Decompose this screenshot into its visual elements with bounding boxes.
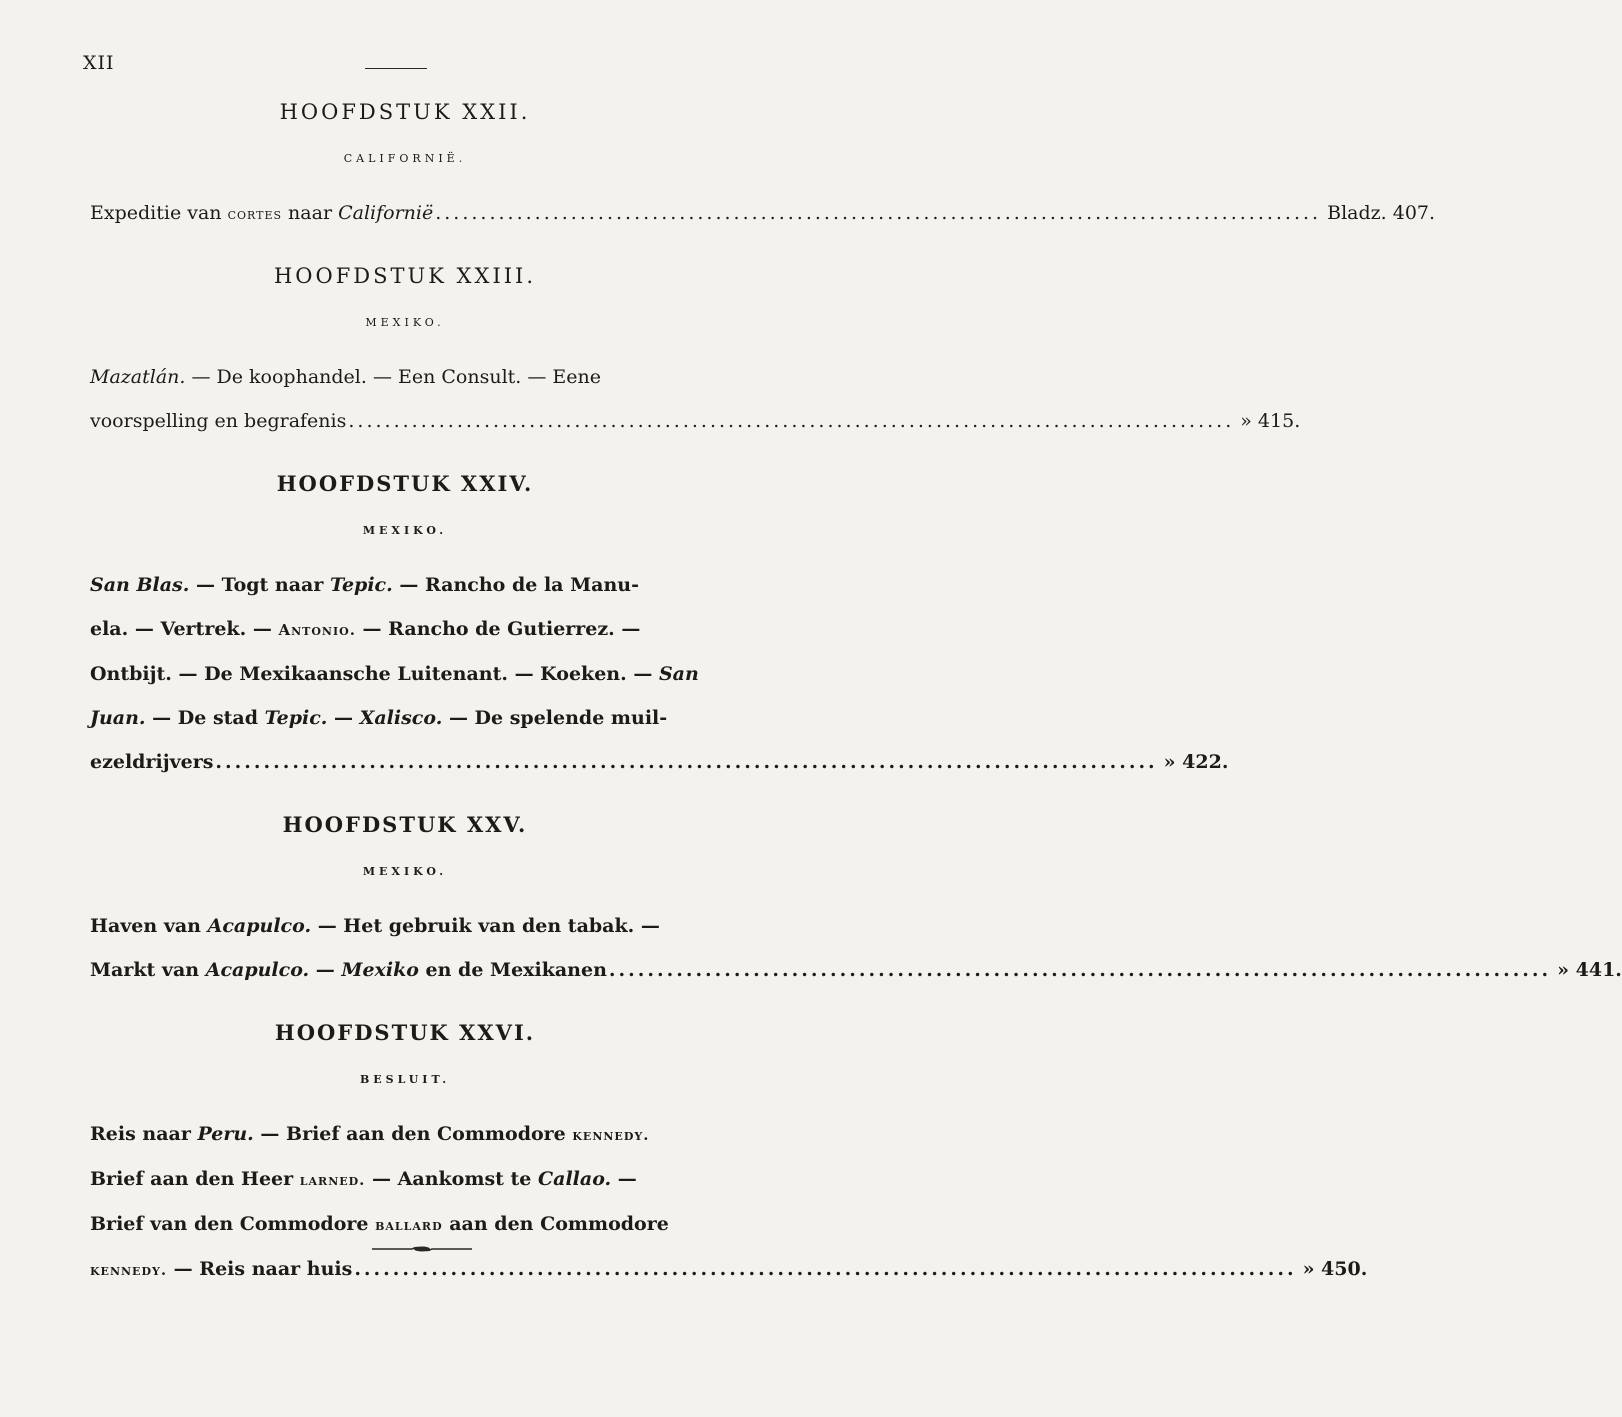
- leader-dots: ..................................................................................................: [435, 202, 1322, 224]
- place-name: Acapulco.: [205, 959, 310, 981]
- page-ref: Bladz. 407.: [1327, 202, 1436, 224]
- table-of-contents: [90, 100, 1622, 1320]
- chapter-xxiv: [90, 471, 1229, 784]
- header-rule: [365, 68, 427, 69]
- text-segment: —: [309, 959, 342, 981]
- toc-line: [90, 399, 1301, 443]
- name-smallcaps: ballard: [375, 1216, 443, 1234]
- toc-line: [90, 607, 720, 652]
- chapter-title: HOOFDSTUK XXIV.: [276, 471, 534, 496]
- text-segment: — Reis naar huis: [167, 1258, 353, 1280]
- text-segment: —: [327, 707, 360, 729]
- place-name: San Blas.: [90, 574, 190, 596]
- text-segment: — Aankomst te: [365, 1168, 539, 1190]
- text-segment: — De stad: [145, 707, 265, 729]
- toc-line: [90, 904, 720, 948]
- text-segment: ezeldrijvers: [90, 751, 214, 773]
- toc-line: [90, 740, 1229, 784]
- place-name: Xalisco.: [359, 707, 443, 729]
- text-segment: aan den Commodore: [442, 1213, 669, 1235]
- ornament-rule-icon: [372, 1245, 472, 1253]
- text-segment: Brief van den Commodore: [90, 1213, 376, 1235]
- place-name: Mexiko: [341, 959, 419, 981]
- place-name: Juan.: [90, 707, 146, 729]
- name-smallcaps: kennedy.: [572, 1126, 650, 1144]
- text-segment: — Rancho de Gutierrez. —: [355, 618, 641, 640]
- text-segment: Ontbijt. — De Mexikaansche Luitenant. — Koeken. —: [90, 663, 659, 685]
- toc-line: [90, 1112, 720, 1157]
- leader-dots: ..................................................................................................: [608, 959, 1552, 981]
- chapter-xxv: [90, 812, 1622, 992]
- toc-line: [90, 563, 720, 607]
- text-segment: — Rancho de la Manu-: [392, 574, 639, 596]
- text-segment: Reis naar: [90, 1123, 198, 1145]
- text-segment: — De koophandel. — Een Consult. — Eene: [185, 366, 602, 388]
- page-ref: » 415.: [1240, 410, 1301, 432]
- name-smallcaps: cortes: [227, 205, 283, 223]
- toc-line: [90, 696, 720, 740]
- place-name: Peru.: [197, 1123, 254, 1145]
- toc-line: [90, 1202, 720, 1247]
- chapter-title: HOOFDSTUK XXV.: [282, 812, 528, 837]
- text-segment: — Togt naar: [189, 574, 330, 596]
- toc-line: [90, 355, 720, 399]
- place-name: Mazatlán.: [90, 366, 186, 388]
- chapter-region: MEXIKO.: [365, 316, 445, 329]
- chapter-region: CALIFORNIË.: [343, 152, 467, 165]
- text-segment: voorspelling en begrafenis: [90, 410, 347, 432]
- toc-line: [90, 1247, 1368, 1292]
- chapter-title: HOOFDSTUK XXVI.: [274, 1020, 536, 1045]
- place-name: Acapulco.: [207, 915, 312, 937]
- text-segment: —: [611, 1168, 637, 1190]
- text-segment: — Het gebruik van den tabak. —: [311, 915, 660, 937]
- page-ref: » 450.: [1302, 1258, 1368, 1280]
- text-segment: — Brief aan den Commodore: [253, 1123, 573, 1145]
- page-number: XII: [83, 52, 115, 74]
- leader-dots: ..................................................................................................: [354, 1258, 1297, 1280]
- toc-line: [90, 191, 1436, 236]
- toc-line: [90, 948, 1622, 992]
- text-segment: ela. — Vertrek. —: [90, 618, 279, 640]
- chapter-title: HOOFDSTUK XXIII.: [273, 264, 537, 288]
- name-smallcaps: larned.: [299, 1171, 366, 1189]
- page-ref: » 441.: [1557, 959, 1622, 981]
- place-name: San: [658, 663, 699, 685]
- chapter-xxii: [90, 100, 1436, 236]
- chapter-region: MEXIKO.: [362, 865, 448, 878]
- chapter-xxiii: [90, 264, 1301, 443]
- chapter-title: HOOFDSTUK XXII.: [279, 100, 531, 124]
- place-name: Callao.: [538, 1168, 612, 1190]
- text-segment: naar: [282, 202, 339, 224]
- chapter-region: MEXIKO.: [362, 524, 448, 537]
- place-name: Tepic.: [329, 574, 393, 596]
- text-segment: Expeditie van: [90, 202, 228, 224]
- place-name: Californië: [338, 202, 434, 224]
- toc-line: [90, 652, 720, 696]
- text-segment: Haven van: [90, 915, 208, 937]
- toc-line: [90, 1157, 720, 1202]
- chapter-region: BESLUIT.: [359, 1073, 451, 1086]
- text-segment: Brief aan den Heer: [90, 1168, 300, 1190]
- page-ref: » 422.: [1163, 751, 1229, 773]
- leader-dots: ..................................................................................................: [215, 751, 1158, 773]
- name-smallcaps: kennedy.: [90, 1261, 168, 1279]
- text-segment: — De spelende muil-: [442, 707, 668, 729]
- text-segment: en de Mexikanen: [418, 959, 607, 981]
- leader-dots: ..................................................................................................: [348, 410, 1235, 432]
- name-smallcaps: Antonio.: [278, 621, 356, 639]
- place-name: Tepic.: [264, 707, 328, 729]
- text-segment: Markt van: [90, 959, 206, 981]
